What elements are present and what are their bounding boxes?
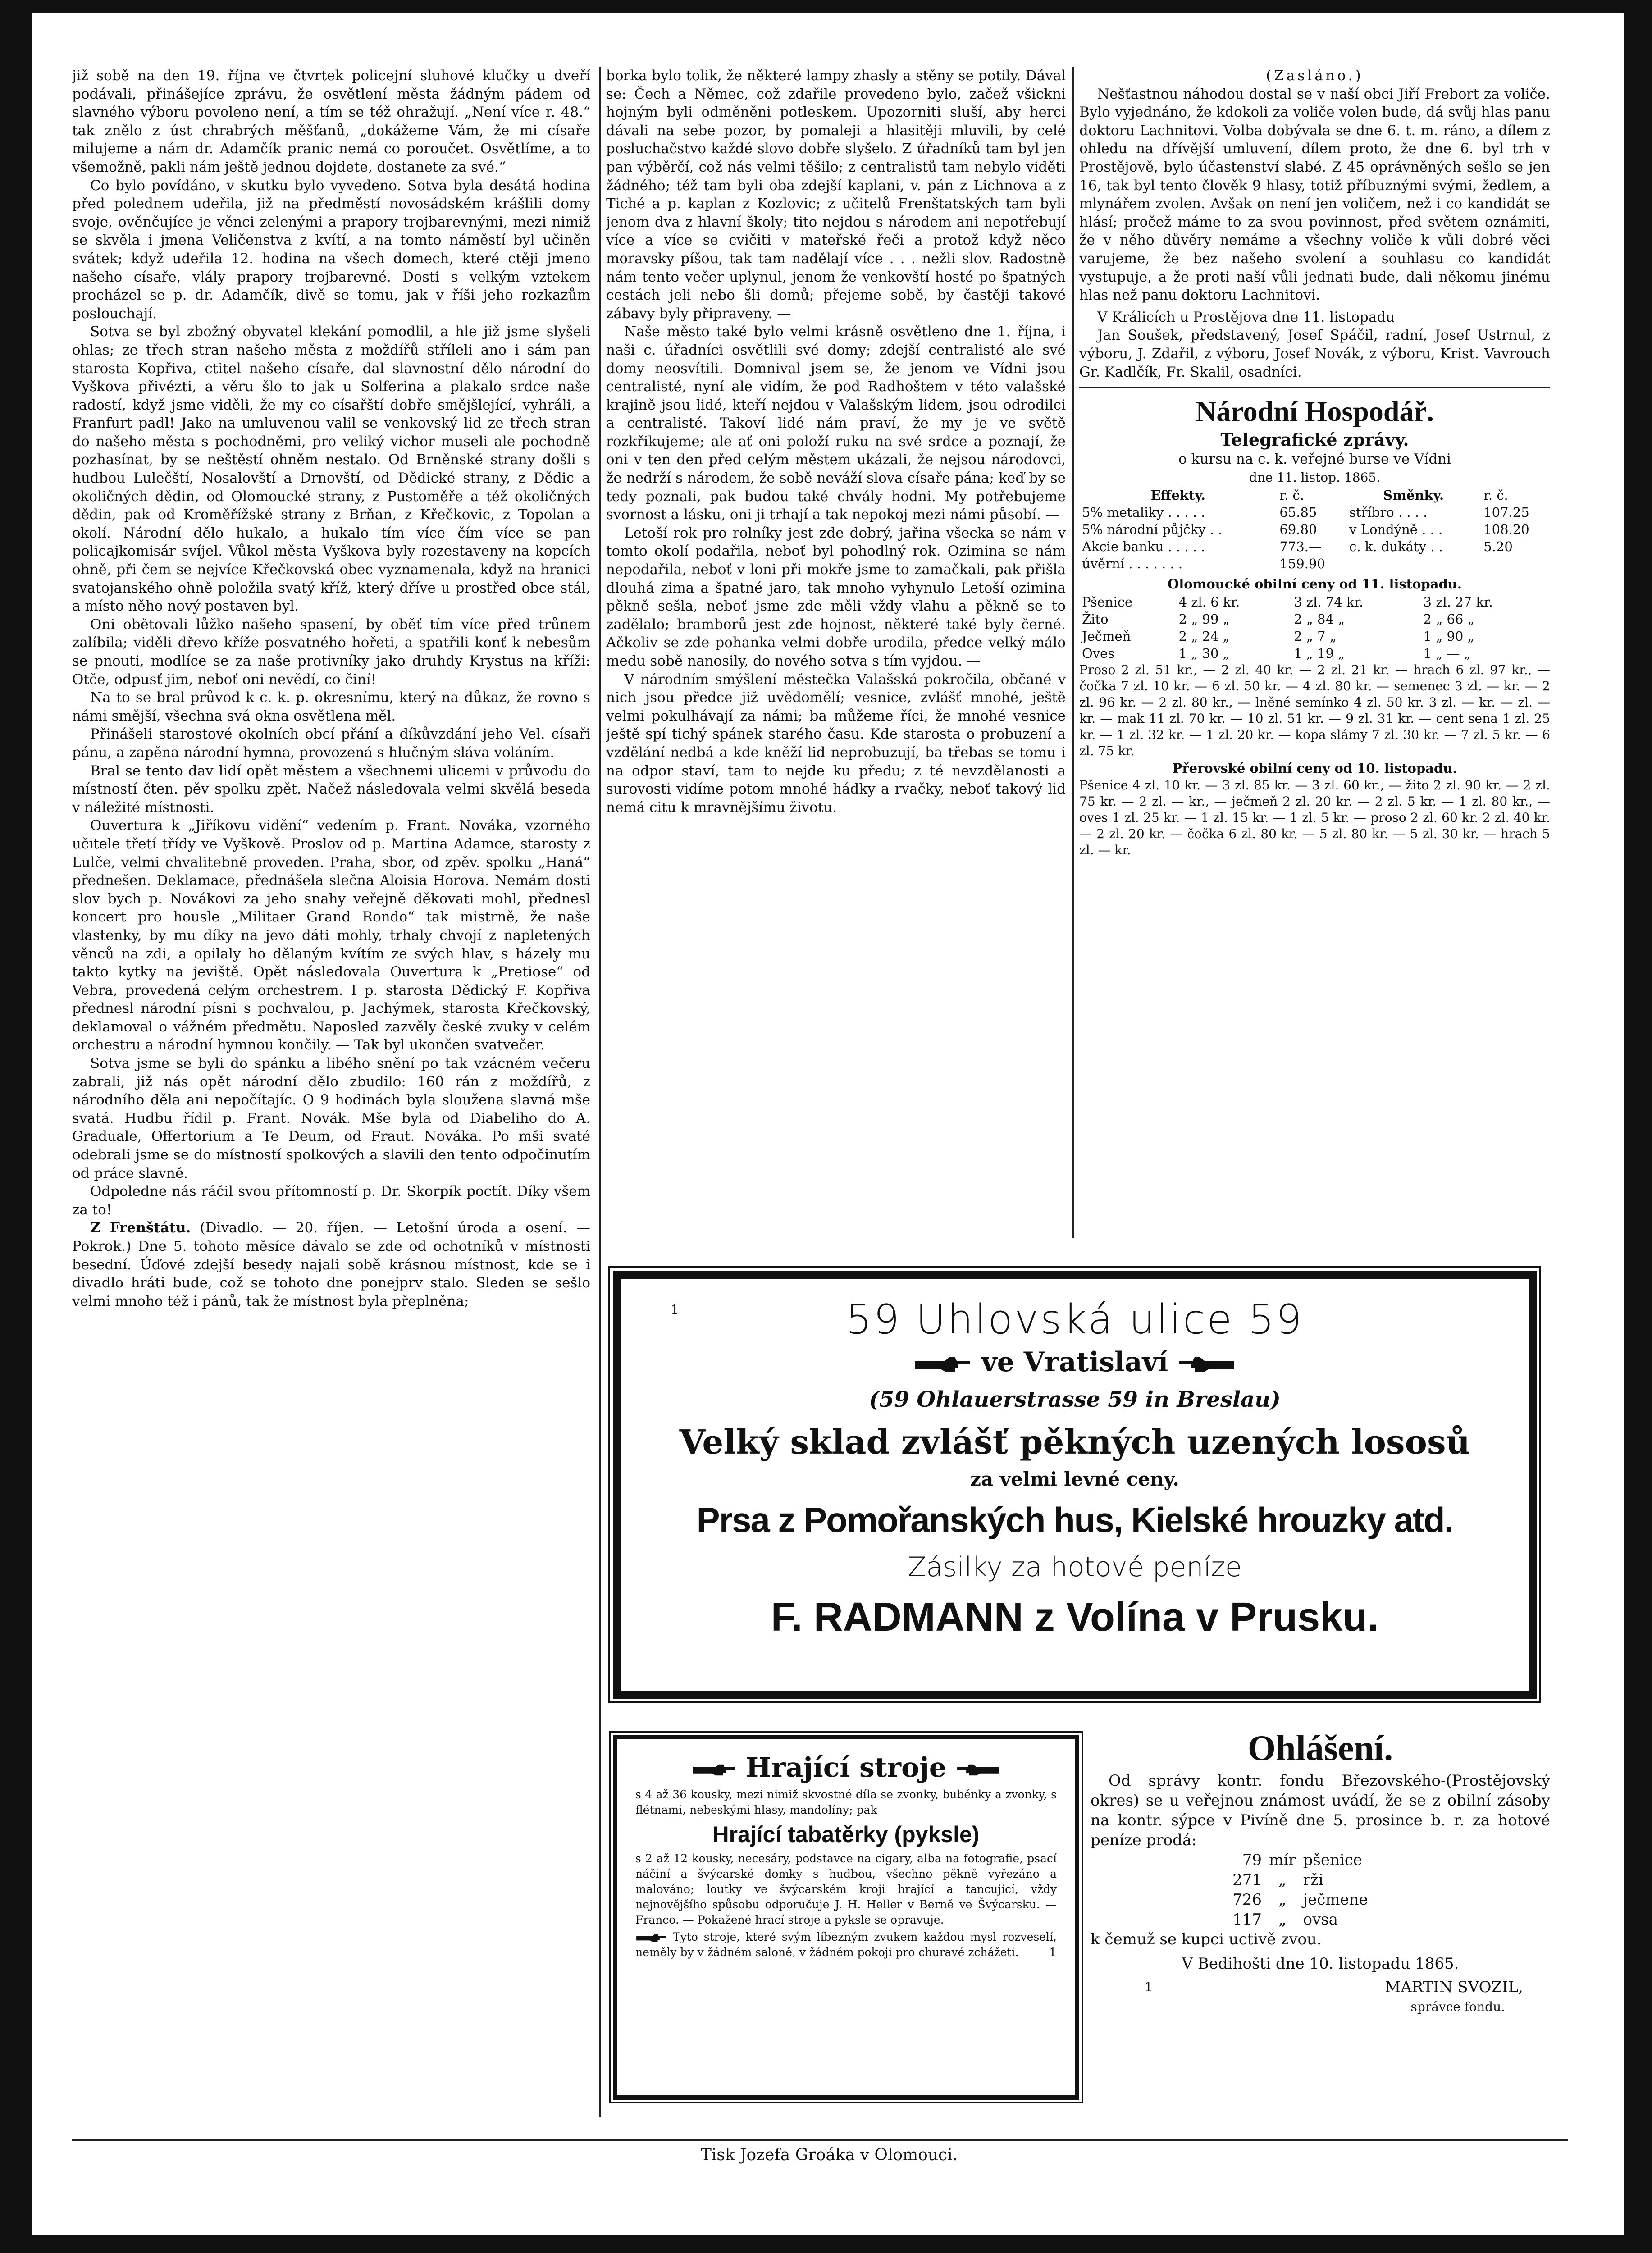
ad-music-closing-text: Tyto stroje, které svým líbezným zvukem každou mysl rozveselí, neměly by v žádném saloně, v žádném pokoji pro churavé zchážeti. <box>635 1930 1057 1959</box>
unit-header: r. č. <box>1483 488 1508 503</box>
scan-border-top <box>0 0 1652 13</box>
paragraph: Přinášeli starostové okolních obcí přání a díkůvzdání jeho Vel. císaři pánu, a zapěna národní hymna, provozená s hlučným sláva voláním. <box>72 726 590 761</box>
grain-price: 2 „ 24 „ <box>1178 628 1230 644</box>
signer-role: správce fondu. <box>1410 1999 1505 2014</box>
ad-music-text: s 4 až 36 kousky, mezi nimiž skvostné díla se zvonky, bubénky a zvonky, s flétnami, nebeskými hlasy, mandolíny; pak <box>635 1788 1057 1816</box>
grain-price: 1 „ 19 „ <box>1294 645 1345 661</box>
ad-city <box>621 1346 1529 1378</box>
item-qty: 117 <box>1232 1911 1262 1929</box>
ad-merchant: F. RADMANN z Volína v Prusku. <box>771 1595 1379 1640</box>
notice-column <box>1091 1726 1550 2131</box>
burse-table <box>1079 487 1550 572</box>
smenka-value: 5.20 <box>1483 539 1513 555</box>
telegraf-title: Telegrafické zprávy. <box>1220 429 1409 450</box>
paragraph: Oni obětovali lůžko našeho spasení, by oběť tím více před trůnem zalíbila; viděli dřevo kříže posvatného hořeti, a spatřili konť k nebesům se pnouti, modlíce se za naše protivníky jako druhdy Krystus na kříži: Otče, odpusť jim, neboť oni nevědí, co činí! <box>72 616 590 688</box>
grain-price: 3 zl. 74 kr. <box>1294 594 1364 610</box>
pointing-hand-right-icon <box>635 1932 667 1944</box>
grain-price: 1 „ — „ <box>1423 645 1471 661</box>
paragraph: V národním smýšlení městečka Valašská pokročila, občané v nich jsou předce již uvědomělí; vesnice, zvlášť mnohé, ještě velmi pokulhávají za námi; ba můžeme říci, že mnohé vesnice ještě spí tichý spánek starého času. Kde starosta o probuzení a vzdělání nedbá a kde kněží lid neprobuzují, ba třebas se tomu i na odpor staví, tam to nejde ku předu; z té nevzdělanosti a surovosti vidíme potom mnohé hádky a rvačky, neboť takový lid nemá citu k mravnějšímu životu. <box>606 671 1066 816</box>
paragraph: již sobě na den 19. října ve čtvrtek policejní sluhové klučky u dveří podávali, přinášejíce zprávu, že osvětlení města žádným pádem od slavného výboru povoleno není, a tím se též ohražují. „Není více r. 48.“ tak znělo z úst chrabrých měšťanů, „dokážeme Vám, že mi císaře milujeme a nám dr. Adamčík pranic nemá co poroučet. Osvětlíme, a to všemožně, pakli nám ještě jednou dojdete, dostanete za své.“ <box>72 68 590 175</box>
effect-value: 773.— <box>1279 539 1322 555</box>
olomouc-other-prices: Proso 2 zl. 51 kr., — 2 zl. 40 kr. — 2 zl. 21 kr. — hrach 6 zl. 97 kr., — čočka 7 zl. 10 kr. — 6 zl. 50 kr. — 4 zl. 80 kr. — semenec 3 zl. — kr. — 2 zl. 96 kr. — 2 zl. 80 kr., — lněné semínko 4 zl. 50 kr. 3 zl. — kr. — zl. — kr. — mak 11 zl. 70 kr. — 10 zl. 51 kr. — 9 zl. 31 kr. — cent sena 1 zl. 25 kr. — 1 zl. 32 kr. — 1 zl. 20 kr. — kopa slámy 7 zl. 30 kr. — 7 zl. 5 kr. — 6 zl. 75 kr. <box>1079 662 1550 758</box>
section-text: (Divadlo. — 20. říjen. — Letošní úroda a osení. — Pokrok.) Dne 5. tohoto měsíce dávalo se zde od ochotníků v místnosti besední. Úďové zdejší besedy najali sobě krásnou místnost, kde se i divadlo hráti bude, což se tohoto dne ponejprv stalo. Sleden se sešlo velmi mnoho též i pánů, tak že místnost byla přeplněna; <box>72 1220 590 1309</box>
zaslano-text: Nešťastnou náhodou dostal se v naší obci Jiří Frebort za voliče. Bylo vyjednáno, že kdokoli za voliče volen bude, dá svůj hlas panu doktoru Lachnitovi. Volba dobývala se dne 6. t. m. ráno, a dílem z ohledu na dřívější umluvení, dílem proto, že dne 6. byl trh v Prostějově, bylo účastenství slabé. Z 45 oprávněných sešlo se jen 16, tak byl tento člověk 9 hlasy, totiž příbuznými svými, žedlem, a mlynářem zvolen. Avšak on není jen voličem, než i co kandidát se hlásí; pročež máme to za svou povinnost, před světem oznámiti, že v něho důvěry nemáme a všechny voliče k vůli dobré věci varujeme, že bez našeho svolení a souhlasu co kandidát vystupuje, a že proti naší vůli jednati bude, dali někomu jinému hlas než panu doktoru Lachnitovi. <box>1079 86 1550 304</box>
olomouc-title: Olomoucké obilní ceny od 11. listopadu. <box>1168 576 1462 592</box>
olomouc-table <box>1079 593 1550 662</box>
number-mark: 1 <box>1049 1946 1057 1959</box>
item-unit: „ <box>1278 1891 1287 1909</box>
effect-name: Akcie banku . . . . . <box>1082 539 1205 555</box>
smenka-value: 107.25 <box>1483 505 1529 520</box>
grain-name: Ječmeň <box>1082 628 1131 644</box>
notice-text: Od správy kontr. fondu Březovského-(Prostějovský okres) se u veřejnou známost uvádí, že se z obilní zásoby na kontr. sýpce v Pivíně dne 5. prosince b. r. za hotové peníze prodá: <box>1091 1772 1550 1849</box>
effect-value: 159.90 <box>1279 556 1325 572</box>
paragraph: Sotva jsme se byli do spánku a libého snění po tak vzácném večeru zabrali, již nás opět národní dělo zbudilo: 160 rán z moždířů, z národního děla ani nepočítajíc. O 9 hodinách byla sloužena slavná mše svatá. Hudbu řídil p. Frant. Novák. Mše byla od Diabeliho do A. Graduale, Offertorium a Te Deum, od Fraut. Nováka. Po mši svaté odebrali jsme se do místností spolkových a slavili den tento odpočinutím od práce slavně. <box>72 1055 590 1181</box>
printer-imprint: Tisk Jozefa Groáka v Olomouci. <box>700 2146 958 2164</box>
grain-price: 2 „ 99 „ <box>1178 611 1230 627</box>
grain-price: 4 zl. 6 kr. <box>1178 594 1240 610</box>
pointing-hand-left-icon <box>956 1760 1001 1780</box>
grain-price: 2 „ 66 „ <box>1423 611 1474 627</box>
effect-name: úvěrní . . . . . . . <box>1082 556 1183 572</box>
notice-item <box>1091 1890 1550 1910</box>
smenka-name: stříbro . . . . <box>1346 504 1481 521</box>
number-mark: 1 <box>671 1302 680 1318</box>
bottom-rule <box>72 2139 1568 2141</box>
section-paragraph <box>72 1219 590 1310</box>
item-unit: „ <box>1278 1911 1287 1929</box>
number-mark: 1 <box>1145 1979 1153 1994</box>
effect-value: 65.85 <box>1279 505 1317 520</box>
place-date: V Králicích u Prostějova dne 11. listopadu <box>1097 309 1395 325</box>
notice-signer <box>1091 1977 1550 1997</box>
scan-border-right <box>1624 0 1652 2253</box>
kurz-date: dne 11. listop. 1865. <box>1249 470 1381 485</box>
item-name: pšenice <box>1303 1851 1362 1869</box>
notice-item <box>1091 1850 1550 1870</box>
effect-name: 5% metaliky . . . . . <box>1082 505 1205 520</box>
item-qty: 726 <box>1232 1891 1262 1909</box>
middle-column <box>606 67 1066 1238</box>
ad-price-note: za velmi levné ceny. <box>970 1468 1179 1490</box>
paragraph: Ouvertura k „Jiříkovu vidění“ vedením p. Frant. Nováka, vzorného učitele třetí třídy ve Vyškově. Proslov od p. Martina Adamce, starosty z Lulče, velmi chvalitebně proveden. Praha, sbor, od zpěv. spolku „Haná“ přednešen. Deklamace, přednášela slečna Aloisia Horova. Nemám dosti slov bych p. Novákovi za jeho snahy veřejně děkovati mohl, přednesl koncert pro housle „Militaer Grand Rondo“ tak mistrně, že naše vlastenky, by mu díky na jevo dáti mohly, trhaly chvojí z napletených věnců na zdi, a opilaly ho dělaným kvítím ze svých hlav, s házely mu takto kytky na jeviště. Opět následovala Ouvertura k „Pretiose“ od Vebra, provedená celým orchestrem. I p. starosta Dědický F. Kopřiva přednesl národní písni s pochvalou, p. Jachýmek, starosta Křečkovský, deklamoval o vážném předmětu. Naposled zazvěly české zvuky v celém orchestru a národní hymnou končily. — Tak byl ukončen svatvečer. <box>72 817 590 1054</box>
notice-place: V Bedihošti dne 10. listopadu 1865. <box>1182 1955 1459 1973</box>
grain-price: 2 „ 7 „ <box>1294 628 1337 644</box>
effect-name: 5% národní půjčky . . <box>1082 522 1223 538</box>
scan-border-left <box>0 0 32 2253</box>
section-heading: Z Frenštátu. <box>90 1220 191 1236</box>
grain-price: 2 „ 84 „ <box>1294 611 1345 627</box>
item-qty: 271 <box>1232 1871 1262 1889</box>
paragraph: Sotva se byl zbožný obyvatel klekání pomodlil, a hle již jsme slyšeli ohlas; ze třech stran našeho města z moždířů stříleli ano i sám pan starosta Kopřiva, ctitel našeho císaře, dal slavnostní dělo národní do Vyškova přivézti, a věru šlo to jak u Solferina a plakalo srdce naše radostí, když jsme viděli, že my co císařští dobře smějšlející, vyhráli, a Franfurt padl! Jako na umluvenou valil se venkovský lid ze třech stran do našeho města s pochodněmi, pro veliký vichor museli ale pochodně pozhasínat, by se neštěstí ohněm nestalo. Od Brněnské strany došli s hudbou Lulečští, Nosalovští a Drnovští, od Dědické strany, z Dědic a okoličných dědin, od Olomoucké strany, z Pustoměře a též okoličných dědin, pak od Kroměřížské strany z Brňan, z Křečkovic, z Topolan a okolí. Národní dělo hukalo, a hukalo tím více čím více se pan policajkomisár svíjel. Vůkol města Vyškova byly rozestaveny na kopcích ohně, při čem se nejvíce Křečkovská obec vyznamenala, když na hranici svatojanského ohně položila svatý kříž, který dříve u prostřed obce stál, a místo něho nový postaven byl. <box>72 324 590 615</box>
ad-snuffbox-text: s 2 až 12 kousky, necesáry, podstavce na cigary, alba na fotografie, psací náčiní a švýcarské domky s hudbou, všechno pěkně vyřezáno a malováno; loutky ve švýcarském kroji hrající a tancující, vždy nejnovějšího spůsobu odporučuje J. H. Heller v Berně ve Švýcarsku. — Franco. — Pokažené hrací stroje a pyksle se opravuje. <box>635 1852 1057 1926</box>
smenka-name: c. k. dukáty . . <box>1346 538 1481 555</box>
ad-music-title-text: Hrající stroje <box>746 1752 946 1783</box>
paragraph: Letoší rok pro rolníky jest zde dobrý, jařina všecka se nám v tomto okolí podařila, neboť byl pohodlný rok. Ozimina se nám nepodařila, neboť v loni při mokře jsme to zamačkali, pak přišla dlouhá zima a špatné jaro, tak mnoho vyhynulo Letoší ozimina pěkně sešla, neboť jsme zde měli vždy vlahu a pěkně se to zadělalo; bramborů jest zde hojnost, některé také byly černé. Ačkoliv se zde pohanka velmi dobře urodila, předce velký málo medu sobě nanosily, do nového sotva s tím vyjdou. — <box>606 524 1066 669</box>
smenka-name: v Londýně . . . <box>1346 521 1481 538</box>
paragraph: Na to se bral průvod k c. k. p. okresnímu, který na důkaz, že rovno s námi smější, všechna svá okna osvětlena měl. <box>72 689 590 724</box>
prerov-title: Přerovské obilní ceny od 10. listopadu. <box>1172 760 1457 776</box>
ad-second-offer: Prsa z Pomořanských hus, Kielské hrouzky atd. <box>696 1500 1453 1540</box>
signer-name: MARTIN SVOZIL, <box>1385 1978 1523 1996</box>
left-column <box>72 67 590 2135</box>
grain-name: Oves <box>1082 645 1115 661</box>
ad-main-offer: Velký sklad zvlášť pěkných uzených lososů <box>679 1423 1470 1462</box>
unit-header: r. č. <box>1279 488 1304 503</box>
section-divider <box>1079 387 1550 388</box>
paragraph: borka bylo tolik, že některé lampy zhasly a stěny se potily. Dával se: Čech a Němec, což zdařile provedeno bylo, začež všickni hojným byli odměněni potleskem. Upozorniti sluší, aby herci dávali na sebe pozor, by pomaleji a hlasitěji mluvili, by celé posluchačstvo každé slovo dobře slyšelo. Z úřadníků tam byl jen pan výběrčí, což nás velmi těšilo; z centralistů tam nebylo viděti žádného; též tam byli oba zdejší kaplani, v. pán z Lichnova a z Tiché a p. kaplan z Kozlovic; z učitelů Frenštatských tam byli jenom dva z hlavní školy; tito nejdou s národem ani nepotřebují více a více se cvičiti v mateřské řeči a protož když něco moravsky píšou, tak tam nadělají více . . . nežli slov. Radostně nám tento večer uplynul, jenom že venkovští hosté po špatných cestách jeli nebo šli domů; přejeme sobě, by častěji takové zábavy byly připraveny. — <box>606 68 1066 322</box>
notice-item <box>1091 1870 1550 1890</box>
notice-invite: k čemuž se kupci uctivě zvou. <box>1091 1930 1322 1948</box>
scan-border-bottom <box>0 2235 1652 2253</box>
notice-item <box>1091 1910 1550 1929</box>
item-unit: „ <box>1278 1871 1287 1889</box>
smenky-header: Směnky. <box>1383 488 1444 503</box>
smenka-value: 108.20 <box>1483 522 1529 538</box>
paragraph: Bral se tento dav lidí opět městem a všechnemi ulicemi v průvodu do místností čten. pěv spolku zpět. Načež následovala velmi skvělá beseda v náležité místnosti. <box>72 762 590 816</box>
item-qty: 79 <box>1242 1851 1262 1869</box>
ad-city-text: ve Vratislaví <box>981 1346 1168 1378</box>
pointing-hand-right-icon <box>913 1355 972 1374</box>
paragraph: Co bylo povídáno, v skutku bylo vyvedeno. Sotva byla desátá hodina před polednem udeřila, již na předměstí novosádském krášlili domy svoje, ověnčujíce je věnci zelenými a prapory trojbarevnými, mezi nimiž se skvěla i jmena Veličenstva z kvítí, a na tomto náměstí byl učiněn svátek; když udeřila 12. hodina na všech domech, které ctěji jmeno našeho císaře, vlály prapory trojbarevné. Dosti s velkým vztekem procházel se p. dr. Adamčík, divě se tomu, jak v říši jeho rozkazům poslouchají. <box>72 177 590 322</box>
grain-price: 1 „ 90 „ <box>1423 628 1474 644</box>
effects-header: Effekty. <box>1150 488 1205 503</box>
ad-music-closing <box>635 1929 1057 1960</box>
effect-value: 69.80 <box>1279 522 1317 538</box>
ad-shipping: Zásilky za hotové peníze <box>908 1551 1242 1583</box>
grain-price: 1 „ 30 „ <box>1178 645 1230 661</box>
ad-street: 59 Uhlovská ulice 59 <box>846 1296 1304 1343</box>
item-name: ječmene <box>1303 1891 1368 1909</box>
item-name: ovsa <box>1303 1911 1338 1929</box>
column-rule-right <box>1072 67 1074 1238</box>
paragraph: Naše město také bylo velmi krásně osvětleno dne 1. října, i naši c. úřadníci osvětlili své domy; zdejší centralisté ale své domy neosvítili. Domnival jsem se, že jenom ve Vídni jsou centralisté, nyní ale vidím, že pod Radhoštem v této valašské krajině jsou lidé, kteří nejdou v Valašským lidem, jsou odrodilci a centralisté. Takoví lidé nám praví, že my je ve světě rozkřikujeme; ale ať oni položí ruku na své srdce a poznají, že oni v ten den před celým městem ukázali, že nejsou národovci, že nedrží s národem, že sobě neváží slova císaře pána; keď by se tedy poznali, pak budou také chvály hodni. My potřebujeme svornost a lásku, oni ji trhají a tak nepokoj mezi námi působí. — <box>606 324 1066 523</box>
kurz-line: o kursu na c. k. veřejné burse ve Vídni <box>1178 451 1451 468</box>
zaslano-heading: (Zasláno.) <box>1266 68 1364 84</box>
ad-music-machines <box>613 1735 1079 2100</box>
paragraph: Odpoledne nás ráčil svou přítomností p. Dr. Skorpík poctít. Díky všem za to! <box>72 1183 590 1218</box>
pointing-hand-right-icon <box>691 1760 736 1780</box>
notice-title: Ohlášení. <box>1247 1729 1393 1768</box>
ad-german-address: (59 Ohlauerstrasse 59 in Breslau) <box>869 1387 1281 1412</box>
grain-name: Žito <box>1082 611 1109 627</box>
column-rule-left <box>599 67 601 2117</box>
grain-price: 3 zl. 27 kr. <box>1423 594 1493 610</box>
prerov-prices: Pšenice 4 zl. 10 kr. — 3 zl. 85 kr. — 3 zl. 60 kr., — žito 2 zl. 90 kr. — 2 zl. 75 kr. — 2 zl. — kr., — ječmeň 2 zl. 20 kr. — 2 zl. 5 kr. — 1 zl. 80 kr., — oves 1 zl. 25 kr. — 1 zl. 15 kr. — 1 zl. 5 kr. — proso 2 zl. 60 kr. 2 zl. 40 kr. — 2 zl. 20 kr. — čočka 6 zl. 80 kr. — 5 zl. 80 kr. — 5 zl. 30 kr. — hrach 5 zl. — kr. <box>1079 778 1550 858</box>
ad-music-title <box>635 1750 1057 1785</box>
right-column <box>1079 67 1550 1238</box>
item-name: rži <box>1303 1871 1323 1889</box>
hospodar-title: Národní Hospodář. <box>1196 395 1434 428</box>
pointing-hand-left-icon <box>1177 1355 1236 1374</box>
ad-salmon <box>613 1271 1537 1699</box>
grain-name: Pšenice <box>1082 594 1133 610</box>
signers: Jan Soušek, představený, Josef Spáčil, radní, Josef Ustrnul, z výboru, J. Zdařil, z výboru, Josef Novák, z výboru, Krist. Vavrouch Gr. Kadlčík, Fr. Skalil, osadníci. <box>1079 327 1550 380</box>
ad-snuffbox-title: Hrající tabatěrky (pyksle) <box>712 1822 980 1847</box>
item-unit: mír <box>1269 1851 1296 1869</box>
